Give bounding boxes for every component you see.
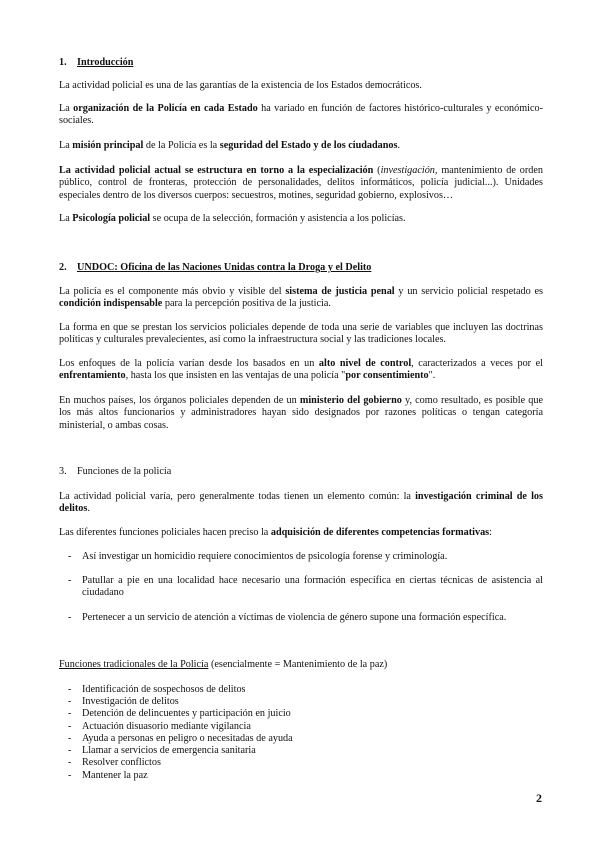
list-item: - Pertenecer a un servicio de atención a víctimas de violencia de género supone una formación específica. <box>68 612 507 623</box>
list-item: - Llamar a servicios de emergencia sanitaria <box>68 745 256 757</box>
traditional-functions-note: (esencialmente = Mantenimiento de la paz) <box>208 659 388 670</box>
section-2-heading <box>59 262 543 274</box>
section-1-heading <box>59 57 543 69</box>
section-3-number: 3. <box>59 466 67 477</box>
section-3-heading <box>59 466 543 478</box>
document-page <box>59 0 543 848</box>
list-item: - Resolver conflictos <box>68 757 161 769</box>
s3-paragraph-1: La actividad policial varía, pero generalmente todas tienen un elemento común: la investigación criminal de los delitos. <box>59 491 543 515</box>
list-item: - Patullar a pie en una localidad hace necesario una formación específica en ciertas técnicas de asistencia al ciudadano <box>68 575 543 599</box>
page-number: 2 <box>536 791 542 805</box>
competencias-list-3 <box>59 612 543 624</box>
s1-paragraph-2: La organización de la Policía en cada Estado ha variado en función de factores histórico-culturales y económico-sociales. <box>59 103 544 127</box>
s2-paragraph-1: La policía es el componente más obvio y visible del sistema de justicia penal y un servicio policial respetado es condición indispensable para la percepción positiva de la justicia. <box>59 286 543 310</box>
competencias-list <box>59 551 543 563</box>
traditional-functions-heading <box>59 659 543 671</box>
section-2-title: UNDOC: Oficina de las Naciones Unidas contra la Droga y el Delito <box>77 262 372 273</box>
s1-paragraph-3: La misión principal de la Policía es la seguridad del Estado y de los ciudadanos. <box>59 140 401 151</box>
list-item: - Detención de delincuentes y participación en juicio <box>68 708 291 720</box>
s2-paragraph-3: Los enfoques de la policía varían desde los basados en un alto nivel de control, caracterizados a veces por el enfrentamiento, hasta los que insisten en las ventajas de una policía "por consentimiento". <box>59 358 544 382</box>
section-1-title: Introducción <box>77 57 134 68</box>
list-item: - Investigación de delitos <box>68 696 179 708</box>
section-1-number: 1. <box>59 57 67 68</box>
section-2-number: 2. <box>59 262 67 273</box>
s1-paragraph-4: La actividad policial actual se estructura en torno a la especialización (investigación, mantenimiento de orden público, control de fronteras, protección de personalidades, delitos informáticos, policía judicial...). Unidades especiales dentro de los diversos cuerpos: secuestros, motines, seguridad gobierno, explosivos… <box>59 165 543 201</box>
list-item: - Ayuda a personas en peligro o necesitadas de ayuda <box>68 732 293 744</box>
competencias-list-2 <box>59 575 543 600</box>
s3-paragraph-2: Las diferentes funciones policiales hacen preciso la adquisición de diferentes competencias formativas: <box>59 527 492 538</box>
traditional-functions-title: Funciones tradicionales de la Policía <box>59 659 209 670</box>
traditional-functions-list <box>59 684 543 782</box>
s1-paragraph-1: La actividad policial es una de las garantías de la existencia de los Estados democráticos. <box>59 80 422 91</box>
s1-paragraph-5: La Psicología policial se ocupa de la selección, formación y asistencia a los policías. <box>59 213 406 224</box>
section-3-title: Funciones de la policía <box>77 466 172 477</box>
list-item: - Así investigar un homicidio requiere conocimientos de psicología forense y criminología. <box>68 551 448 562</box>
list-item: - Mantener la paz <box>68 769 148 781</box>
s2-paragraph-4: En muchos países, los órganos policiales dependen de un ministerio del gobierno y, como resultado, es posible que los más altos funcionarios y administradores hayan sido designados por razones políticas o tengan categoría ministerial, o ambas cosas. <box>59 395 543 431</box>
s2-paragraph-2: La forma en que se prestan los servicios policiales depende de toda una serie de variables que incluyen las doctrinas políticas y culturales prevalecientes, así como la infraestructura social y las tradiciones locales. <box>59 322 543 346</box>
list-item: - Actuación disuasorio mediante vigilancia <box>68 720 251 732</box>
list-item: - Identificación de sospechosos de delitos <box>68 684 246 695</box>
